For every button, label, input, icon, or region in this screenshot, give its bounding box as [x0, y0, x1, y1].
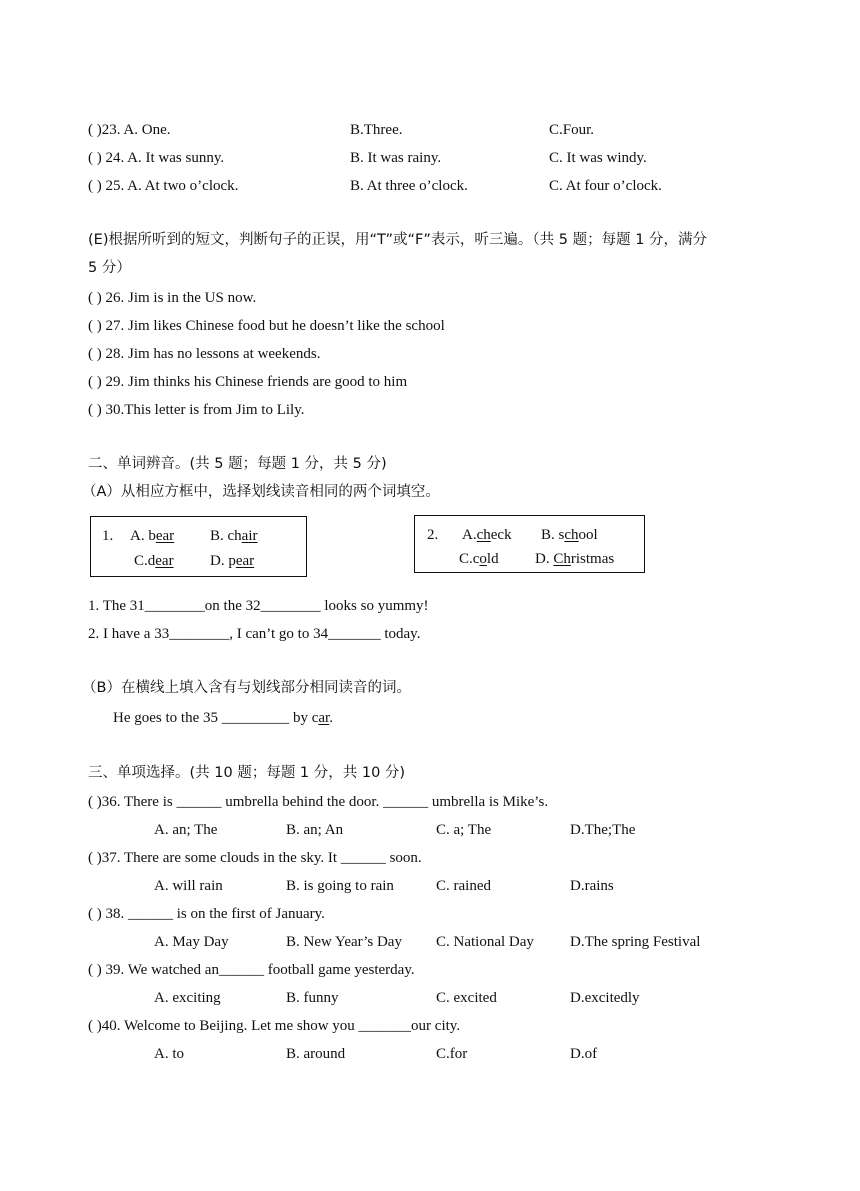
box-number: 2. — [427, 527, 439, 543]
part2-title: 二、单词辨音。(共 5 题；每题 1 分，共 5 分) — [88, 456, 387, 472]
option-c: C. It was windy. — [549, 150, 647, 166]
true-false-item-29: ( ) 29. Jim thinks his Chinese friends are good to him — [88, 374, 408, 390]
word-option-a: A. bear — [130, 528, 175, 544]
option-d: D.rains — [570, 878, 614, 894]
section-e-title: (E)根据所听到的短文，判断句子的正误，用“T”或“F”表示，听三遍。（共 5 题；每题 1 分，满分 — [88, 232, 708, 248]
question-stem: ( )37. There are some clouds in the sky. It ______ soon. — [88, 850, 422, 866]
true-false-item-30: ( ) 30.This letter is from Jim to Lily. — [88, 402, 305, 418]
option-c: C. a; The — [436, 822, 492, 838]
option-b: B. At three o’clock. — [350, 178, 468, 194]
option-d: D.The spring Festival — [570, 934, 701, 950]
fill-sentence-3: He goes to the 35 _________ by car. — [113, 710, 333, 726]
word-option-b: B. chair — [210, 528, 258, 544]
true-false-item-28: ( ) 28. Jim has no lessons at weekends. — [88, 346, 321, 362]
word-option-d: D. Christmas — [535, 551, 615, 567]
word-box-1 — [90, 516, 307, 577]
section-e-title-cont: 5 分） — [88, 260, 131, 276]
word-option-c: C.cold — [459, 551, 499, 567]
part2-subsection-b: （B）在横线上填入含有与划线部分相同读音的词。 — [82, 680, 411, 696]
option-c: C. excited — [436, 990, 497, 1006]
fill-sentence-2: 2. I have a 33________, I can’t go to 34_______ today. — [88, 626, 421, 642]
option-b: B. New Year’s Day — [286, 934, 402, 950]
option-b: B. around — [286, 1046, 346, 1062]
question-stem: ( ) 24. A. It was sunny. — [88, 150, 225, 166]
word-option-d: D. pear — [210, 553, 255, 569]
option-c: C.for — [436, 1046, 468, 1062]
box-number: 1. — [102, 528, 114, 544]
question-stem: ( ) 39. We watched an______ football game yesterday. — [88, 962, 415, 978]
question-stem: ( ) 25. A. At two o’clock. — [88, 178, 239, 194]
option-b: B. an; An — [286, 822, 344, 838]
option-b: B. funny — [286, 990, 339, 1006]
word-option-c: C.dear — [134, 553, 174, 569]
question-stem: ( ) 38. ______ is on the first of January. — [88, 906, 325, 922]
option-c: C. National Day — [436, 934, 534, 950]
option-a: A. exciting — [154, 990, 221, 1006]
word-box-2 — [414, 515, 645, 573]
option-a: A. will rain — [154, 878, 223, 894]
option-d: D.The;The — [570, 822, 636, 838]
word-option-a: A.check — [462, 527, 512, 543]
option-b: B. It was rainy. — [350, 150, 442, 166]
option-c: C.Four. — [549, 122, 595, 138]
option-b: B. is going to rain — [286, 878, 394, 894]
question-stem: ( )23. A. One. — [88, 122, 171, 138]
word-option-b: B. school — [541, 527, 598, 543]
question-stem: ( )36. There is ______ umbrella behind the door. ______ umbrella is Mike’s. — [88, 794, 549, 810]
option-d: D.of — [570, 1046, 598, 1062]
fill-sentence-1: 1. The 31________on the 32________ looks so yummy! — [88, 598, 429, 614]
part2-subsection-a: （A）从相应方框中，选择划线读音相同的两个词填空。 — [82, 484, 440, 500]
question-stem: ( )40. Welcome to Beijing. Let me show you _______our city. — [88, 1018, 461, 1034]
option-a: A. May Day — [154, 934, 229, 950]
part3-title: 三、单项选择。(共 10 题；每题 1 分，共 10 分) — [88, 765, 406, 781]
option-b: B.Three. — [350, 122, 403, 138]
true-false-item-26: ( ) 26. Jim is in the US now. — [88, 290, 257, 306]
option-a: A. to — [154, 1046, 184, 1062]
option-d: D.excitedly — [570, 990, 640, 1006]
option-a: A. an; The — [154, 822, 218, 838]
option-c: C. rained — [436, 878, 491, 894]
option-c: C. At four o’clock. — [549, 178, 662, 194]
true-false-item-27: ( ) 27. Jim likes Chinese food but he doesn’t like the school — [88, 318, 445, 334]
